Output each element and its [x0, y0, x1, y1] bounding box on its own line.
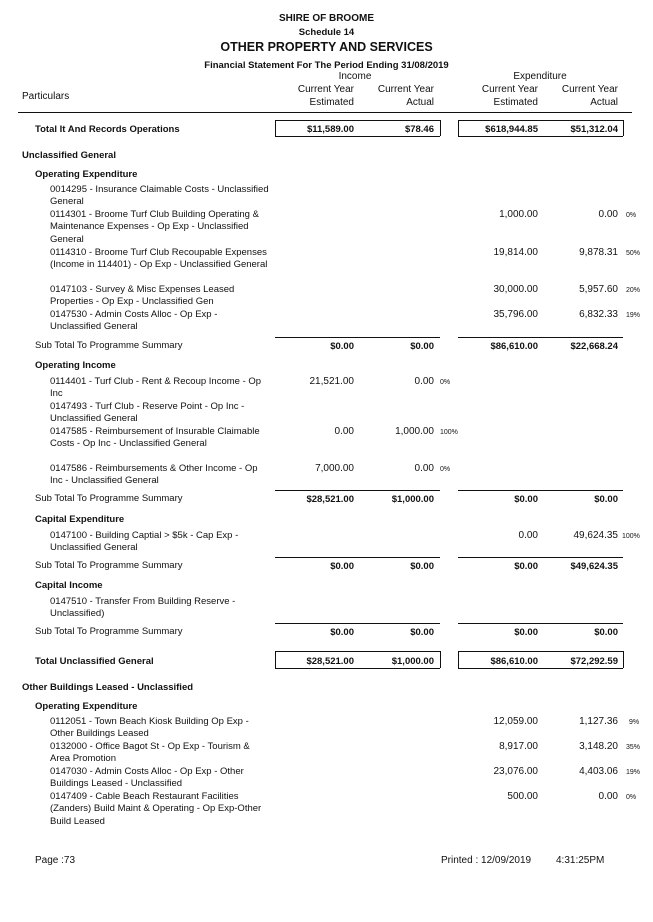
- inc-est-value: $28,521.00: [306, 656, 354, 667]
- pct-value: 35%: [626, 744, 641, 751]
- printed-date: Printed : 12/09/2019: [441, 855, 532, 866]
- pct-value: 19%: [626, 769, 641, 776]
- exp-act-value: $0.00: [594, 627, 618, 638]
- report-period: Financial Statement For The Period Ending 31/08/2019: [204, 60, 449, 71]
- exp-act-value: $49,624.35: [570, 561, 618, 572]
- pct-value: 50%: [626, 250, 641, 257]
- inc-act-value: $0.00: [410, 341, 434, 352]
- line-item-desc: 0147510 - Transfer From Building Reserve - Unclassified): [50, 596, 236, 620]
- inc-act-value: $0.00: [410, 627, 434, 638]
- inc-est-value: 21,521.00: [309, 376, 354, 387]
- group-heading: Operating Expenditure: [35, 169, 138, 180]
- pct-value: 9%: [629, 719, 640, 726]
- exp-act-value: $51,312.04: [570, 124, 618, 135]
- exp-act-value: 5,957.60: [579, 284, 618, 295]
- col-exp-act-1: Current Year: [561, 84, 618, 95]
- exp-est-value: $0.00: [514, 627, 538, 638]
- header-rule: [18, 112, 632, 113]
- pct-value: 0%: [440, 466, 451, 473]
- line-item-desc: 0147103 - Survey & Misc Expenses Leased Properties - Op Exp - Unclassified Gen: [50, 284, 235, 308]
- exp-act-value: 4,403.06: [579, 766, 618, 777]
- line-item-desc: 0114401 - Turf Club - Rent & Recoup Income - Op Inc: [50, 376, 262, 400]
- line-item-desc: 0147409 - Cable Beach Restaurant Facilities (Zanders) Build Maint & Operating - Op Exp-Other Build Leased: [50, 791, 262, 827]
- inc-est-value: $0.00: [330, 627, 354, 638]
- line-item-desc: 0147586 - Reimbursements & Other Income - Op Inc - Unclassified General: [50, 463, 258, 487]
- line-item-desc: 0112051 - Town Beach Kiosk Building Op Exp - Other Buildings Leased: [50, 716, 249, 740]
- subtotal-label: Sub Total To Programme Summary: [35, 493, 183, 504]
- exp-act-value: 1,127.36: [579, 716, 618, 727]
- schedule-label: Schedule 14: [298, 27, 355, 38]
- exp-act-value: 0.00: [598, 209, 618, 220]
- line-item-desc: 0147585 - Reimbursement of Insurable Claimable Costs - Op Inc - Unclassified General: [50, 426, 260, 450]
- exp-est-value: 35,796.00: [493, 309, 538, 320]
- inc-act-value: $78.46: [404, 124, 434, 135]
- exp-act-value: 6,832.33: [579, 309, 618, 320]
- exp-est-value: 0.00: [518, 530, 538, 541]
- exp-est-value: $86,610.00: [490, 341, 538, 352]
- inc-act-value: 0.00: [414, 376, 434, 387]
- inc-est-value: $28,521.00: [306, 494, 354, 505]
- subtotal-label: Sub Total To Programme Summary: [35, 560, 183, 571]
- inc-act-value: $0.00: [410, 561, 434, 572]
- subtotal-label: Sub Total To Programme Summary: [35, 626, 183, 637]
- exp-act-value: 9,878.31: [579, 247, 618, 258]
- org-name: SHIRE OF BROOME: [278, 13, 374, 24]
- inc-est-value: $11,589.00: [306, 124, 354, 135]
- inc-est-value: $0.00: [330, 341, 354, 352]
- exp-act-value: 0.00: [598, 791, 618, 802]
- group-heading: Capital Expenditure: [35, 514, 125, 525]
- line-item-desc: 0014295 - Insurance Claimable Costs - Unclassified General: [50, 184, 269, 208]
- inc-est-value: 0.00: [334, 426, 354, 437]
- pct-value: 20%: [626, 287, 641, 294]
- exp-est-value: $618,944.85: [485, 124, 538, 135]
- exp-est-value: 8,917.00: [499, 741, 538, 752]
- exp-est-value: 12,059.00: [493, 716, 538, 727]
- exp-act-value: $0.00: [594, 494, 618, 505]
- total-label: Total Unclassified General: [35, 656, 154, 667]
- col-inc-est-1: Current Year: [297, 84, 354, 95]
- exp-est-value: 1,000.00: [499, 209, 538, 220]
- line-item-desc: 0114310 - Broome Turf Club Recoupable Expenses (Income in 114401) - Op Exp - Unclassified General: [50, 247, 268, 271]
- col-inc-act-2: Actual: [406, 97, 434, 108]
- pct-value: 0%: [626, 212, 637, 219]
- section-heading: Other Buildings Leased - Unclassified: [22, 682, 194, 693]
- col-exp-act-2: Actual: [590, 97, 618, 108]
- col-inc-est-2: Estimated: [309, 97, 354, 108]
- pct-value: 100%: [622, 533, 640, 540]
- col-exp-est-1: Current Year: [481, 84, 538, 95]
- col-inc-act-1: Current Year: [377, 84, 434, 95]
- report-title: OTHER PROPERTY AND SERVICES: [220, 40, 433, 54]
- group-heading: Operating Income: [35, 360, 116, 371]
- total-label: Total It And Records Operations: [35, 124, 180, 135]
- line-item-desc: 0147100 - Building Captial > $5k - Cap Exp - Unclassified General: [50, 530, 239, 554]
- col-exp-est-2: Estimated: [493, 97, 538, 108]
- expenditure-header: Expenditure: [513, 71, 567, 82]
- exp-est-value: 500.00: [507, 791, 538, 802]
- exp-act-value: 49,624.35: [573, 530, 618, 541]
- line-item-desc: 0132000 - Office Bagot St - Op Exp - Tourism & Area Promotion: [50, 741, 250, 765]
- section-heading: Unclassified General: [22, 150, 116, 161]
- inc-act-value: $1,000.00: [391, 656, 434, 667]
- exp-est-value: $0.00: [514, 561, 538, 572]
- line-item-desc: 0147530 - Admin Costs Alloc - Op Exp - Unclassified General: [50, 309, 218, 333]
- exp-est-value: $0.00: [514, 494, 538, 505]
- particulars-header: Particulars: [22, 91, 70, 102]
- inc-est-value: 7,000.00: [315, 463, 354, 474]
- exp-act-value: $72,292.59: [570, 656, 618, 667]
- pct-value: 19%: [626, 312, 641, 319]
- page-number: Page :73: [35, 855, 76, 866]
- pct-value: 100%: [440, 429, 458, 436]
- exp-est-value: 19,814.00: [493, 247, 538, 258]
- pct-value: 0%: [440, 379, 451, 386]
- exp-est-value: 23,076.00: [493, 766, 538, 777]
- inc-est-value: $0.00: [330, 561, 354, 572]
- line-item-desc: 0147493 - Turf Club - Reserve Point - Op Inc - Unclassified General: [50, 401, 245, 425]
- inc-act-value: 0.00: [414, 463, 434, 474]
- exp-act-value: $22,668.24: [570, 341, 618, 352]
- exp-est-value: $86,610.00: [490, 656, 538, 667]
- income-header: Income: [338, 71, 372, 82]
- group-heading: Operating Expenditure: [35, 701, 138, 712]
- exp-est-value: 30,000.00: [493, 284, 538, 295]
- pct-value: 0%: [626, 794, 637, 801]
- printed-time: 4:31:25PM: [556, 855, 605, 866]
- line-item-desc: 0147030 - Admin Costs Alloc - Op Exp - Other Buildings Leased - Unclassified: [50, 766, 244, 790]
- inc-act-value: 1,000.00: [395, 426, 434, 437]
- subtotal-label: Sub Total To Programme Summary: [35, 340, 183, 351]
- group-heading: Capital Income: [35, 580, 103, 591]
- inc-act-value: $1,000.00: [391, 494, 434, 505]
- line-item-desc: 0114301 - Broome Turf Club Building Operating & Maintenance Expenses - Op Exp - Unclassified General: [50, 209, 259, 245]
- exp-act-value: 3,148.20: [579, 741, 618, 752]
